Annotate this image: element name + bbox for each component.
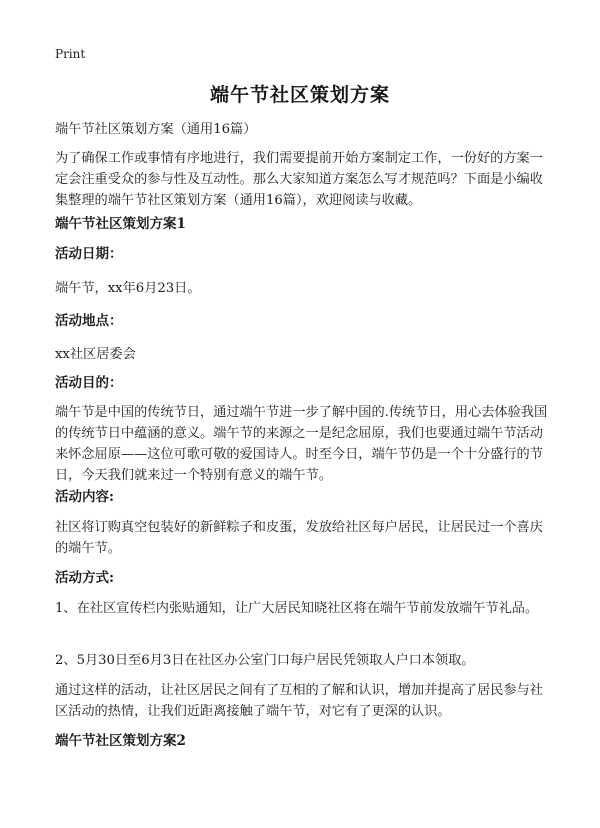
summary-paragraph: 通过这样的活动，让社区居民之间有了互相的了解和认识，增加并提高了居民参与社区活动的热情，让我们近距离接触了端午节，对它有了更深的认识。 bbox=[55, 683, 543, 719]
method-label: 活动方式: bbox=[55, 570, 114, 586]
method-item-2: 2、5月30日至6月3日在社区办公室门口每户居民凭领取人户口本领取。 bbox=[55, 653, 475, 668]
date-label: 活动日期： bbox=[55, 246, 123, 262]
content-label: 活动内容: bbox=[55, 489, 114, 505]
place-value: xx社区居委会 bbox=[55, 347, 136, 362]
subtitle: 端午节社区策划方案（通用16篇） bbox=[55, 122, 257, 137]
print-label[interactable]: Print bbox=[55, 47, 86, 61]
purpose-label: 活动目的： bbox=[55, 375, 123, 391]
intro-paragraph: 为了确保工作或事情有序地进行，我们需要提前开始方案制定工作，一份好的方案一定会注重受众的参与性及互动性。那么大家知道方案怎么写才规范吗？下面是小编收集整理的端午节社区策划方案（通用16篇），欢迎阅读与收藏。 bbox=[55, 151, 543, 208]
plan1-heading: 端午节社区策划方案1 bbox=[55, 216, 186, 232]
content-paragraph: 社区将订购真空包装好的新鲜粽子和皮蛋，发放给社区每户居民，让居民过一个喜庆的端午节。 bbox=[55, 520, 543, 556]
method-item-1: 1、在社区宣传栏内张贴通知，让广大居民知晓社区将在端午节前发放端午节礼品。 bbox=[55, 601, 539, 616]
purpose-paragraph: 端午节是中国的传统节日，通过端午节进一步了解中国的.传统节日，用心去体验我国的传统节日中蕴涵的意义。端午节的来源之一是纪念屈原，我们也要通过端午节活动来怀念屈原——这位可歌可敬的爱国诗人。时至今日，端午节仍是一个十分盛行的节日，今天我们就来过一个特别有意义的端午节。 bbox=[55, 405, 548, 483]
place-label: 活动地点： bbox=[55, 313, 123, 329]
plan2-heading: 端午节社区策划方案2 bbox=[55, 733, 186, 749]
page-title: 端午节社区策划方案 bbox=[209, 84, 390, 106]
date-value: 端午节，xx年6月23日。 bbox=[55, 281, 201, 296]
